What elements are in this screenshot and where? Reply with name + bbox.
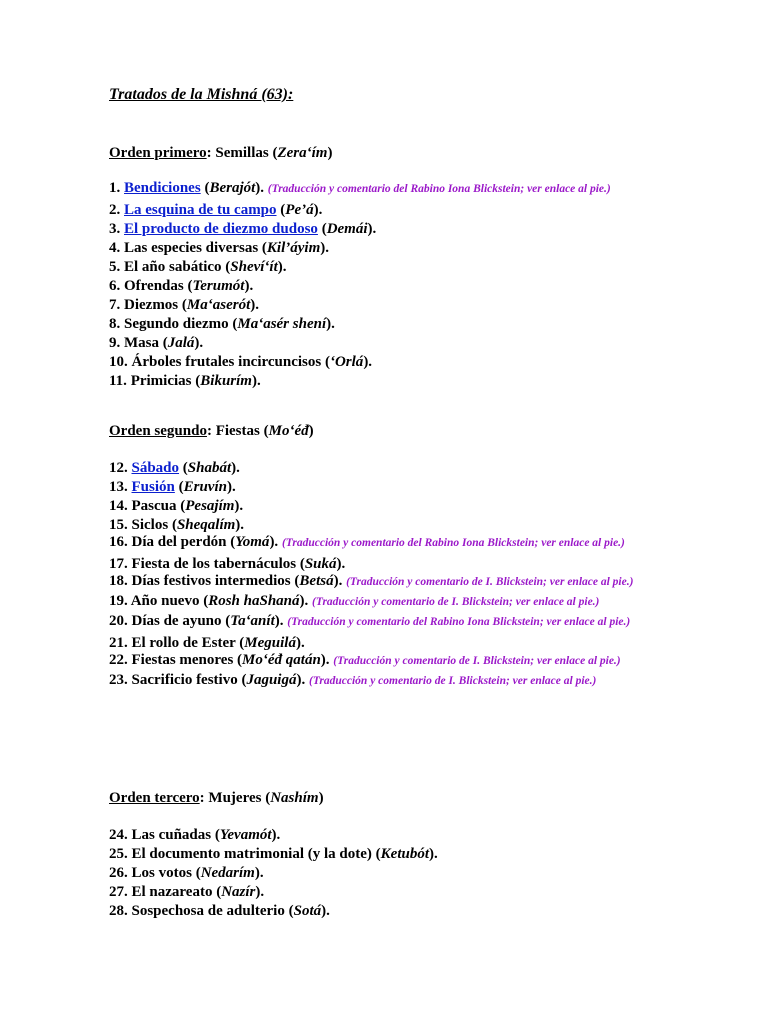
translation-note: (Traducción y comentario del Rabino Iona Blickstein; ver enlace al pie.) [287, 616, 631, 628]
list-item [109, 516, 669, 535]
paren-open: ( [228, 316, 238, 332]
tractate-name: Días festivos intermedios [131, 573, 291, 589]
paren-open: ( [221, 613, 231, 629]
item-number: 10. [109, 354, 128, 370]
tractate-name: Segundo diezmo [124, 316, 229, 332]
paren-close: ). [321, 903, 330, 919]
paren-open: ( [233, 652, 243, 668]
hebrew-name: Kil’áyim [266, 240, 321, 256]
paren-close: ). [313, 202, 323, 218]
list-item [109, 497, 669, 516]
tractate-name: Día del perdón [131, 534, 227, 550]
list-item [109, 334, 669, 353]
hebrew-name: Pesajím [185, 498, 235, 514]
paren-open: ( [200, 180, 210, 196]
tractate-link[interactable]: El producto de diezmo dudoso [124, 221, 318, 237]
paren-close: ). [226, 479, 236, 495]
item-number: 7. [109, 297, 121, 313]
paren-close: ). [296, 672, 306, 688]
paren-open: ( [237, 672, 247, 688]
list-item [109, 864, 669, 883]
paren-open: ( [284, 903, 294, 919]
paren-open: ( [191, 373, 201, 389]
tractate-name: Masa [124, 335, 159, 351]
hebrew-name: Nedarím [200, 865, 255, 881]
paren-close: ). [367, 221, 377, 237]
hebrew-name: ‘Orlá [329, 354, 364, 370]
list-item [109, 614, 669, 630]
tractate-name: Primicias [130, 373, 192, 389]
list-item [109, 478, 669, 497]
paren-close: ). [320, 240, 329, 256]
hebrew-name: Sheví‘ít [230, 259, 278, 275]
paren-close: ). [333, 573, 343, 589]
list-item [109, 220, 669, 239]
list-item [109, 459, 669, 478]
paren-open: ( [276, 202, 286, 218]
paren-open: ( [258, 240, 267, 256]
hebrew-name: Ta‘anít [230, 613, 275, 629]
tractate-name: Pascua [131, 498, 177, 514]
paren-close: ). [234, 498, 244, 514]
order-heading-3: Orden tercero: Mujeres (Nashím) [109, 790, 324, 806]
item-number: 24. [109, 827, 128, 843]
paren-open: ( [159, 335, 168, 351]
paren-open: ( [212, 884, 222, 900]
hebrew-name: Berajót [209, 180, 256, 196]
tractate-name: El nazareato [131, 884, 213, 900]
paren-open: ( [317, 221, 327, 237]
paren-open: ( [290, 573, 300, 589]
paren-open: ( [179, 460, 188, 476]
paren-close: ). [255, 884, 265, 900]
item-number: 20. [109, 613, 128, 629]
hebrew-name: Sotá [293, 903, 322, 919]
hebrew-name: Rosh haShaná [208, 593, 300, 609]
paren-close: ). [277, 259, 287, 275]
paren-open: ( [199, 593, 209, 609]
list-item [109, 574, 669, 590]
translation-note: (Traducción y comentario de I. Blickstein; ver enlace al pie.) [333, 655, 621, 667]
paren-close: ). [363, 354, 373, 370]
paren-open: ( [191, 865, 201, 881]
tractate-name: Las cuñadas [131, 827, 212, 843]
list-item [109, 902, 669, 921]
list-item [109, 883, 669, 902]
item-number: 27. [109, 884, 128, 900]
hebrew-name: Eruvín [183, 479, 227, 495]
item-number: 8. [109, 316, 121, 332]
tractate-name: Sacrificio festivo [131, 672, 238, 688]
item-number: 4. [109, 240, 121, 256]
list-item [109, 296, 669, 315]
paren-open: ( [226, 534, 236, 550]
paren-open: ( [235, 635, 245, 651]
paren-open: ( [211, 827, 220, 843]
hebrew-name: Bikurím [200, 373, 252, 389]
item-number: 23. [109, 672, 128, 688]
tractate-name: Siclos [131, 517, 169, 533]
list-item [109, 353, 669, 372]
translation-note: (Traducción y comentario de I. Blickstein; ver enlace al pie.) [308, 675, 597, 687]
tractate-name: Días de ayuno [131, 613, 222, 629]
list-item [109, 555, 669, 574]
tractate-name: Año nuevo [130, 593, 200, 609]
tractate-name: El rollo de Ester [131, 635, 236, 651]
item-number: 16. [109, 534, 128, 550]
paren-close: ). [269, 534, 279, 550]
paren-close: ). [295, 635, 305, 651]
translation-note: (Traducción y comentario del Rabino Iona Blickstein; ver enlace al pie.) [281, 537, 625, 549]
hebrew-name: Yomá [235, 534, 270, 550]
tractate-link[interactable]: Fusión [131, 479, 175, 495]
paren-open: ( [168, 517, 177, 533]
list-item [109, 594, 669, 610]
paren-open: ( [178, 297, 187, 313]
tractate-name: Las especies diversas [124, 240, 259, 256]
list-item [109, 239, 669, 258]
tractate-link[interactable]: Bendiciones [124, 180, 201, 196]
title-text: Tratados de la Mishná (63) [109, 86, 288, 103]
item-number: 14. [109, 498, 128, 514]
item-number: 28. [109, 903, 128, 919]
paren-close: ). [235, 517, 245, 533]
list-item [109, 372, 669, 391]
item-number: 18. [109, 573, 128, 589]
hebrew-name: Suká [304, 556, 337, 572]
tractate-name: El documento matrimonial (y la dote) [131, 846, 372, 862]
paren-close: ). [299, 593, 309, 609]
hebrew-name: Ma‘asér shení [237, 316, 327, 332]
paren-open: ( [176, 498, 186, 514]
list-item [109, 653, 669, 669]
tractate-name: El año sabático [124, 259, 222, 275]
list-item [109, 181, 669, 197]
paren-open: ( [183, 278, 193, 294]
item-number: 17. [109, 556, 128, 572]
hebrew-name: Shabát [187, 460, 232, 476]
item-number: 19. [109, 593, 128, 609]
item-number: 11. [109, 373, 127, 389]
order-1-list [109, 181, 669, 391]
hebrew-name: Sheqalím [176, 517, 236, 533]
hebrew-name: Mo‘éđ qatán [242, 652, 321, 668]
paren-close: ). [251, 373, 261, 389]
list-item [109, 258, 669, 277]
item-number: 25. [109, 846, 128, 862]
paren-close: ). [336, 556, 346, 572]
item-number: 21. [109, 635, 128, 651]
title-colon: : [287, 86, 294, 103]
item-number: 22. [109, 652, 128, 668]
order-3-list [109, 826, 669, 921]
hebrew-name: Betsá [299, 573, 334, 589]
paren-open: ( [221, 259, 231, 275]
item-number: 3. [109, 221, 121, 237]
hebrew-name: Ketubót [380, 846, 429, 862]
translation-note: (Traducción y comentario de I. Blickstein; ver enlace al pie.) [312, 596, 600, 608]
tractate-name: Diezmos [124, 297, 179, 313]
item-number: 1. [109, 180, 121, 196]
item-number: 15. [109, 517, 128, 533]
hebrew-name: Meguilá [244, 635, 296, 651]
hebrew-name: Nazír [221, 884, 256, 900]
item-number: 26. [109, 865, 128, 881]
tractate-name: Fiesta de los tabernáculos [131, 556, 297, 572]
tractate-name: Fiestas menores [131, 652, 234, 668]
paren-open: ( [321, 354, 330, 370]
list-item [109, 845, 669, 864]
tractate-name: Árboles frutales incircuncisos [131, 354, 322, 370]
hebrew-name: Yevamót [219, 827, 272, 843]
paren-close: ). [244, 278, 254, 294]
tractate-name: Ofrendas [124, 278, 184, 294]
document-title [109, 86, 293, 104]
order-2-list [109, 459, 669, 693]
paren-open: ( [371, 846, 381, 862]
paren-close: ). [231, 460, 240, 476]
paren-open: ( [174, 479, 184, 495]
hebrew-name: Jaguigá [246, 672, 297, 688]
paren-close: ). [274, 613, 284, 629]
paren-close: ). [429, 846, 438, 862]
paren-close: ). [326, 316, 335, 332]
hebrew-name: Terumót [192, 278, 245, 294]
list-item [109, 277, 669, 296]
order-heading-1: Orden primero: Semillas (Zera‘ím) [109, 145, 333, 161]
list-item [109, 201, 669, 220]
list-item [109, 826, 669, 845]
item-number: 6. [109, 278, 121, 294]
hebrew-name: Pe’á [285, 202, 314, 218]
paren-close: ). [250, 297, 259, 313]
paren-close: ). [271, 827, 281, 843]
translation-note: (Traducción y comentario de I. Blickstein; ver enlace al pie.) [346, 576, 634, 588]
paren-close: ). [320, 652, 330, 668]
item-number: 2. [109, 202, 121, 218]
hebrew-name: Ma‘aserót [186, 297, 251, 313]
list-item [109, 673, 669, 689]
order-heading-2: Orden segundo: Fiestas (Mo‘éđ) [109, 423, 314, 439]
tractate-link[interactable]: La esquina de tu campo [124, 202, 277, 218]
translation-note: (Traducción y comentario del Rabino Iona Blickstein; ver enlace al pie.) [267, 183, 611, 195]
item-number: 5. [109, 259, 121, 275]
tractate-name: Sospechosa de adulterio [131, 903, 285, 919]
paren-close: ). [194, 335, 204, 351]
tractate-link[interactable]: Sábado [131, 460, 180, 476]
hebrew-name: Jalá [167, 335, 195, 351]
list-item [109, 634, 669, 653]
item-number: 12. [109, 460, 128, 476]
paren-close: ). [255, 180, 265, 196]
list-item [109, 315, 669, 334]
hebrew-name: Demái [326, 221, 368, 237]
item-number: 13. [109, 479, 128, 495]
paren-close: ). [254, 865, 264, 881]
list-item [109, 535, 669, 551]
tractate-name: Los votos [131, 865, 192, 881]
item-number: 9. [109, 335, 121, 351]
paren-open: ( [296, 556, 305, 572]
